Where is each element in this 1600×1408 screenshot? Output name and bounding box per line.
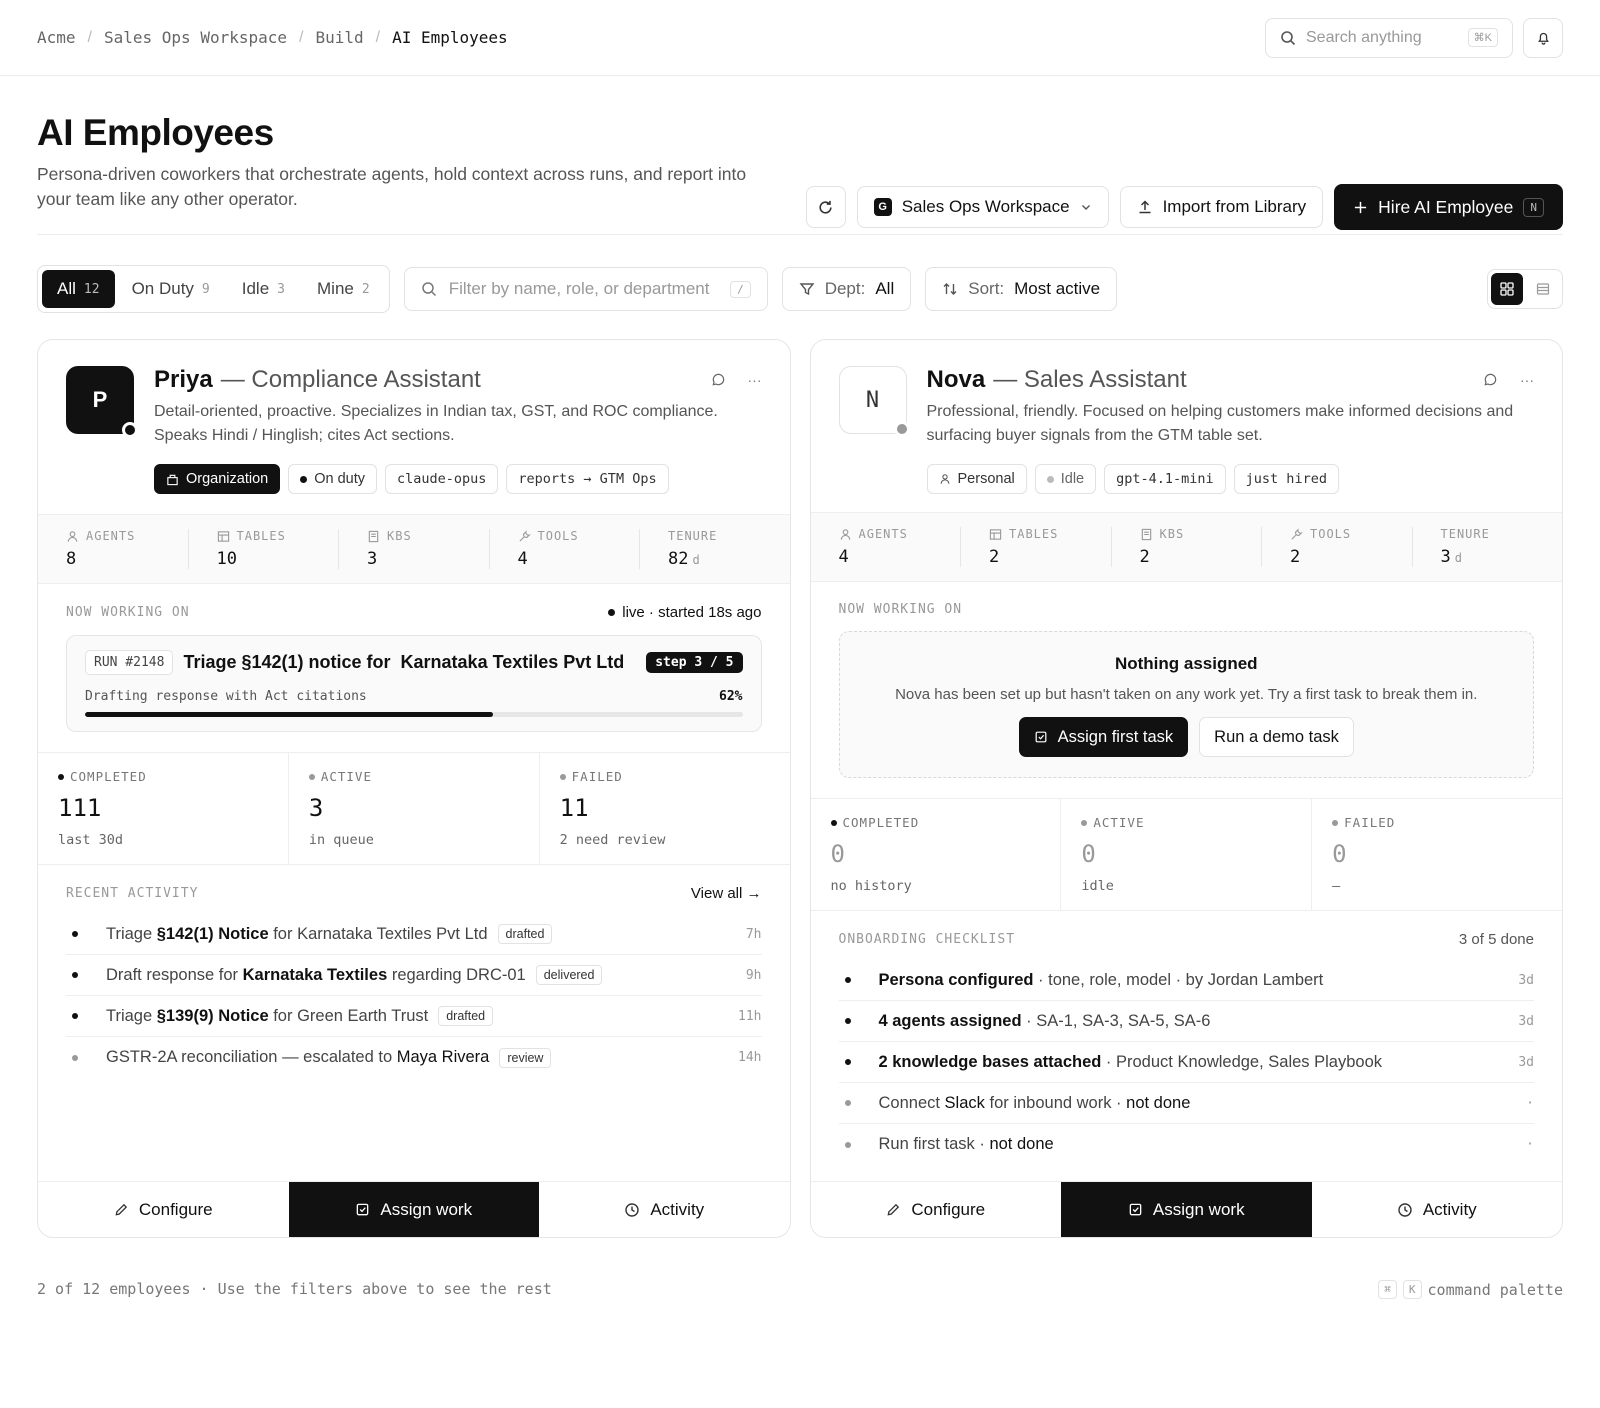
bullet xyxy=(845,1142,851,1148)
stat-agents xyxy=(38,529,188,569)
kbd-key: ⌘ xyxy=(1378,1280,1397,1299)
status-tag-label: On duty xyxy=(314,471,365,487)
page-footer xyxy=(0,1238,1600,1299)
section-label: NOW WORKING ON xyxy=(66,605,190,620)
section-label: ONBOARDING CHECKLIST xyxy=(838,932,1016,947)
kpi-dot xyxy=(309,774,315,780)
activity-highlight: Karnataka Textiles xyxy=(242,965,388,984)
checklist-highlight: Slack xyxy=(944,1093,985,1112)
employee-name[interactable]: Nova xyxy=(926,366,986,393)
stat-tools xyxy=(489,529,640,569)
view-all-link[interactable]: View all → xyxy=(690,885,762,902)
checklist-detail: for inbound work · xyxy=(984,1093,1127,1112)
activity-text: for Karnataka Textiles Pvt Ltd xyxy=(268,924,488,943)
activity-text: Draft response for xyxy=(106,965,243,984)
activity-highlight: §139(9) Notice xyxy=(156,1006,269,1025)
bullet xyxy=(845,1018,851,1024)
kpi-label: ACTIVE xyxy=(1093,815,1145,830)
more-options-icon[interactable]: ··· xyxy=(747,372,762,388)
stat-value: 3 xyxy=(367,549,378,569)
run-kpis xyxy=(38,752,790,865)
stat-kbs xyxy=(1111,527,1262,567)
checkbox-icon xyxy=(355,1202,370,1217)
stat-unit: d xyxy=(1454,551,1462,565)
building-icon xyxy=(166,473,179,486)
filter-bar xyxy=(0,235,1600,313)
checkbox-icon xyxy=(1034,730,1048,744)
search-icon xyxy=(421,281,437,297)
checklist-title: Persona configured xyxy=(878,970,1034,989)
scope-tag xyxy=(927,464,1027,494)
dept-filter[interactable] xyxy=(782,267,912,311)
stat-tenure xyxy=(639,529,790,569)
kpi-label: FAILED xyxy=(571,769,623,784)
avatar xyxy=(839,366,907,434)
activity-button[interactable] xyxy=(1312,1182,1563,1237)
activity-button[interactable] xyxy=(539,1182,790,1237)
stat-unit: d xyxy=(692,553,700,567)
status-tag xyxy=(1035,464,1096,494)
tab-count: 3 xyxy=(277,281,285,297)
kpi-label: FAILED xyxy=(1344,815,1396,830)
tab-label: On Duty xyxy=(131,279,194,298)
stat-value xyxy=(1441,547,1563,567)
upload-icon xyxy=(1137,199,1153,215)
kpi-value: 0 xyxy=(830,840,845,868)
employee-name[interactable]: Priya xyxy=(154,366,213,393)
view-toggle xyxy=(1487,269,1563,309)
status-dot xyxy=(300,476,307,483)
kpi-dot xyxy=(831,820,837,826)
assign-first-task-button[interactable] xyxy=(1019,717,1189,757)
section-label: NOW WORKING ON xyxy=(838,602,963,617)
activity-time: 11h xyxy=(738,1008,762,1024)
bullet xyxy=(72,1055,78,1061)
activity-item[interactable] xyxy=(66,955,762,996)
new-hire-tag: just hired xyxy=(1234,464,1339,494)
user-icon xyxy=(66,530,79,543)
bullet xyxy=(845,1100,851,1106)
assign-work-label: Assign work xyxy=(380,1199,473,1219)
run-demo-task-button[interactable] xyxy=(1199,717,1354,757)
assign-work-button[interactable] xyxy=(1061,1182,1312,1237)
scope-tag-label: Organization xyxy=(186,471,269,487)
checklist-item[interactable] xyxy=(839,1042,1535,1083)
checklist-status: not done xyxy=(989,1135,1054,1153)
activity-badge: drafted xyxy=(438,1006,493,1026)
reports-to-tag: reports → GTM Ops xyxy=(506,464,668,494)
kpi-label: COMPLETED xyxy=(842,815,920,830)
checklist-item[interactable] xyxy=(839,960,1535,1001)
checklist-item[interactable] xyxy=(839,1124,1535,1165)
breadcrumb xyxy=(37,28,508,47)
bullet xyxy=(72,972,78,978)
run-kpis xyxy=(811,798,1563,911)
stat-label: AGENTS xyxy=(86,529,136,543)
bullet xyxy=(845,977,851,983)
command-palette-label: command palette xyxy=(1427,1280,1563,1299)
breadcrumb-item-current: AI Employees xyxy=(392,28,508,47)
activity-text: GSTR-2A reconciliation — escalated to xyxy=(106,1048,397,1066)
user-icon xyxy=(839,528,852,541)
resource-stats xyxy=(811,512,1563,582)
avatar xyxy=(66,366,134,434)
plus-icon xyxy=(1353,200,1368,215)
checklist-time: 3d xyxy=(1518,972,1534,988)
live-dot xyxy=(608,609,615,616)
checklist-progress: 3 of 5 done xyxy=(1458,931,1534,948)
run-status: Drafting response with Act citations xyxy=(85,689,367,704)
model-tag: gpt-4.1-mini xyxy=(1104,464,1226,494)
status-dot xyxy=(894,421,910,437)
scope-tag xyxy=(154,464,280,494)
tab-mine[interactable] xyxy=(302,270,385,308)
wrench-icon xyxy=(1290,528,1303,541)
checklist-time: 3d xyxy=(1518,1054,1534,1070)
tab-idle[interactable] xyxy=(227,270,300,308)
workspace-badge: G xyxy=(874,198,892,216)
avatar-initial: N xyxy=(865,387,880,413)
search-shortcut: ⌘K xyxy=(1468,28,1498,47)
chat-icon[interactable] xyxy=(1483,372,1498,387)
activity-badge: review xyxy=(499,1048,551,1068)
command-palette-hint[interactable] xyxy=(1378,1280,1563,1299)
assign-work-label: Assign work xyxy=(1152,1199,1245,1219)
run-id: RUN #2148 xyxy=(85,650,173,675)
checklist-status: not done xyxy=(1126,1093,1191,1112)
kpi-dot xyxy=(1081,820,1087,826)
configure-button[interactable] xyxy=(38,1182,289,1237)
stat-value xyxy=(518,549,640,569)
empty-title: Nothing assigned xyxy=(1114,654,1258,673)
activity-item[interactable] xyxy=(66,996,762,1037)
status-tabs xyxy=(37,265,390,313)
chevron-down-icon xyxy=(1080,201,1092,213)
book-icon xyxy=(367,530,380,543)
stat-value-number: 82 xyxy=(668,549,689,569)
notifications-button[interactable] xyxy=(1523,18,1563,58)
wrench-icon xyxy=(518,530,531,543)
kpi-active xyxy=(288,753,539,864)
stat-value: 2 xyxy=(989,547,1000,567)
pencil-icon xyxy=(886,1202,901,1217)
tab-count: 12 xyxy=(83,281,100,297)
tab-label: Mine xyxy=(317,279,354,298)
avatar-initial: P xyxy=(92,387,108,412)
chat-icon[interactable] xyxy=(711,372,726,387)
status-dot xyxy=(1047,476,1054,483)
refresh-button[interactable] xyxy=(806,186,846,228)
top-bar xyxy=(0,0,1600,76)
card-footer xyxy=(811,1181,1563,1237)
employee-card-priya xyxy=(37,339,791,1238)
kpi-value: 111 xyxy=(58,794,102,822)
status-dot xyxy=(122,422,138,438)
activity-time: 9h xyxy=(745,967,762,983)
breadcrumb-separator: / xyxy=(299,28,304,46)
checklist-title: 4 agents assigned xyxy=(878,1011,1022,1030)
activity-text: Triage xyxy=(106,1006,157,1025)
run-title-a: Triage §142(1) notice for xyxy=(183,652,391,672)
stat-tables xyxy=(960,527,1111,567)
stat-tenure xyxy=(1412,527,1563,567)
kpi-label: ACTIVE xyxy=(320,769,372,784)
table-icon xyxy=(989,528,1002,541)
checklist-item[interactable] xyxy=(839,1083,1535,1124)
kpi-sub: idle xyxy=(1081,878,1114,894)
run-progress-bar xyxy=(85,712,743,717)
tab-all[interactable] xyxy=(42,270,115,308)
results-summary: 2 of 12 employees · Use the filters above to see the rest xyxy=(37,1280,552,1298)
hire-label: Hire AI Employee xyxy=(1378,196,1514,217)
empty-state xyxy=(839,631,1535,778)
pencil-icon xyxy=(114,1202,129,1217)
filter-icon xyxy=(799,281,815,297)
more-options-icon[interactable]: ··· xyxy=(1520,372,1534,388)
assign-work-button[interactable] xyxy=(289,1182,540,1237)
employee-role: — Sales Assistant xyxy=(993,366,1187,393)
stat-tools xyxy=(1261,527,1412,567)
employee-role: — Compliance Assistant xyxy=(220,366,481,393)
sort-label: Sort: xyxy=(968,279,1005,298)
activity-badge: delivered xyxy=(536,965,603,985)
checklist-time: · xyxy=(1526,1095,1534,1111)
import-library-label: Import from Library xyxy=(1162,197,1307,216)
assign-first-task-label: Assign first task xyxy=(1057,727,1174,746)
recent-activity-section xyxy=(38,865,790,1094)
status-tag-label: Idle xyxy=(1060,471,1085,487)
kpi-completed xyxy=(811,799,1061,910)
bullet xyxy=(72,931,78,937)
page-title: AI Employees xyxy=(37,112,274,153)
dept-filter-value: All xyxy=(875,279,895,298)
refresh-icon xyxy=(817,199,834,216)
stat-label: KBS xyxy=(1159,527,1185,541)
activity-item[interactable] xyxy=(66,1037,762,1078)
activity-label: Activity xyxy=(1422,1199,1477,1219)
scope-tag-label: Personal xyxy=(957,471,1015,487)
book-icon xyxy=(1140,528,1153,541)
activity-highlight: Maya Rivera xyxy=(396,1048,490,1066)
breadcrumb-item-acme[interactable]: Acme xyxy=(37,28,76,47)
run-progress-label: 62% xyxy=(719,689,743,704)
checklist xyxy=(839,960,1535,1165)
stat-value-number: 3 xyxy=(1440,547,1451,567)
filter-search-placeholder: Filter by name, role, or department xyxy=(448,279,710,298)
page-subtitle: Persona-driven coworkers that orchestrate agents, hold context across runs, and report into your team like any other operator. xyxy=(37,164,747,209)
stat-kbs xyxy=(338,529,489,569)
stat-label: TOOLS xyxy=(537,529,579,543)
kpi-dot xyxy=(58,774,64,780)
grid-icon xyxy=(1500,282,1514,296)
kpi-value: 11 xyxy=(559,794,589,822)
checklist-time: · xyxy=(1526,1137,1534,1152)
kpi-failed xyxy=(539,753,790,864)
configure-button[interactable] xyxy=(811,1182,1062,1237)
checklist-text: Run first task · xyxy=(878,1135,990,1153)
user-icon xyxy=(939,473,951,485)
employee-description: Professional, friendly. Focused on helping customers make informed decisions and surfacing buyer signals from the GTM table set. xyxy=(926,403,1514,444)
stat-value-number: 4 xyxy=(517,549,528,569)
search-icon xyxy=(1280,30,1296,46)
activity-text: for Green Earth Trust xyxy=(268,1006,429,1025)
activity-list xyxy=(66,914,762,1078)
kpi-value: 3 xyxy=(308,794,324,822)
stat-label: TENURE xyxy=(1440,527,1490,541)
status-tag xyxy=(288,464,377,494)
kpi-value: 0 xyxy=(1081,840,1096,868)
stat-value: 2 xyxy=(1139,547,1150,567)
breadcrumb-item-build[interactable]: Build xyxy=(315,28,364,47)
hire-ai-employee-button[interactable] xyxy=(1334,184,1563,230)
dept-filter-label: Dept: xyxy=(824,279,866,298)
kpi-dot xyxy=(560,774,566,780)
kpi-completed xyxy=(38,753,288,864)
stat-value: 8 xyxy=(66,549,77,569)
tab-label: All xyxy=(57,279,76,298)
kpi-failed xyxy=(1311,799,1562,910)
activity-text: Triage xyxy=(106,924,157,943)
global-search[interactable] xyxy=(1265,18,1513,58)
workspace-select-label: Sales Ops Workspace xyxy=(901,197,1070,216)
activity-label: Activity xyxy=(650,1199,705,1219)
activity-time: 7h xyxy=(745,926,762,942)
import-library-button[interactable] xyxy=(1120,186,1324,228)
filter-search-input[interactable] xyxy=(404,267,768,311)
stat-label: TABLES xyxy=(1009,527,1059,541)
checklist-detail: · Product Knowledge, Sales Playbook xyxy=(1101,1052,1383,1071)
checklist-detail: · SA-1, SA-3, SA-5, SA-6 xyxy=(1021,1011,1211,1030)
checklist-time: 3d xyxy=(1518,1013,1534,1029)
tab-count: 2 xyxy=(361,281,370,297)
activity-text: regarding DRC-01 xyxy=(387,965,526,984)
employee-description: Detail-oriented, proactive. Specializes in Indian tax, GST, and ROC compliance. Speaks Hindi / Hinglish; cites Act sections. xyxy=(154,403,718,444)
kpi-label: COMPLETED xyxy=(70,769,147,784)
stat-label: AGENTS xyxy=(858,527,908,541)
run-progress-fill xyxy=(85,712,493,717)
onboarding-checklist-section xyxy=(811,911,1563,1181)
kpi-sub: last 30d xyxy=(58,832,124,848)
tab-count: 9 xyxy=(201,281,210,297)
stat-label: KBS xyxy=(387,529,412,543)
page-header xyxy=(0,76,1600,217)
kbd-key: K xyxy=(1403,1280,1422,1299)
section-label: RECENT ACTIVITY xyxy=(66,886,199,901)
stat-value: 2 xyxy=(1290,547,1301,567)
list-icon xyxy=(1536,282,1550,296)
now-working-section xyxy=(38,584,790,752)
activity-time: 14h xyxy=(738,1050,762,1065)
configure-label: Configure xyxy=(911,1199,986,1219)
sort-select[interactable] xyxy=(925,267,1117,311)
stat-label: TOOLS xyxy=(1310,527,1352,541)
employee-card-nova xyxy=(810,339,1564,1238)
activity-item[interactable] xyxy=(66,914,762,955)
run-demo-task-label: Run a demo task xyxy=(1214,727,1339,746)
kpi-active xyxy=(1060,799,1311,910)
clock-icon xyxy=(624,1202,640,1218)
workspace-select[interactable] xyxy=(857,186,1109,228)
breadcrumb-item-workspace[interactable]: Sales Ops Workspace xyxy=(103,28,288,47)
model-tag: claude-opus xyxy=(385,464,498,494)
activity-highlight: §142(1) Notice xyxy=(156,924,269,943)
global-search-placeholder: Search anything xyxy=(1306,28,1422,46)
kpi-dot xyxy=(1332,820,1338,826)
configure-label: Configure xyxy=(138,1199,213,1219)
kpi-value: 0 xyxy=(1332,840,1347,868)
employee-cards xyxy=(0,313,1600,1238)
current-run[interactable] xyxy=(66,635,762,732)
empty-description: Nova has been set up but hasn't taken on any work yet. Try a first task to break them in. xyxy=(895,686,1478,703)
sort-value: Most active xyxy=(1014,279,1101,298)
stat-label: TABLES xyxy=(236,529,286,543)
stat-agents xyxy=(811,527,961,567)
live-text: live · started 18s ago xyxy=(622,604,762,621)
stat-label: TENURE xyxy=(668,529,718,543)
kpi-sub: no history xyxy=(830,878,912,894)
checklist-text: Connect xyxy=(878,1093,945,1112)
breadcrumb-separator: / xyxy=(87,28,92,46)
run-step: step 3 / 5 xyxy=(646,652,742,673)
list-view-button[interactable] xyxy=(1527,273,1559,305)
now-working-section xyxy=(811,582,1563,798)
resource-stats xyxy=(38,514,790,584)
live-indicator xyxy=(608,604,761,621)
bullet xyxy=(845,1059,851,1065)
stat-value: 4 xyxy=(838,547,849,567)
checklist-title: 2 knowledge bases attached xyxy=(878,1052,1102,1071)
hire-shortcut: N xyxy=(1523,198,1544,217)
checklist-detail: · tone, role, model · by Jordan Lambert xyxy=(1033,970,1324,989)
sort-icon xyxy=(942,281,958,297)
checklist-item[interactable] xyxy=(839,1001,1535,1042)
tab-on-duty[interactable] xyxy=(117,270,225,308)
bullet xyxy=(72,1013,78,1019)
filter-search-shortcut: / xyxy=(730,281,751,298)
run-title-b: Karnataka Textiles Pvt Ltd xyxy=(400,652,625,672)
tab-label: Idle xyxy=(241,279,270,298)
stat-tables xyxy=(188,529,339,569)
kpi-sub: 2 need review xyxy=(559,832,666,848)
activity-badge: drafted xyxy=(498,924,553,944)
grid-view-button[interactable] xyxy=(1491,273,1523,305)
checkbox-icon xyxy=(1128,1202,1143,1217)
bell-icon xyxy=(1536,30,1551,45)
clock-icon xyxy=(1397,1202,1413,1218)
breadcrumb-separator: / xyxy=(375,28,381,46)
kpi-sub: in queue xyxy=(308,832,374,848)
stat-value xyxy=(668,549,790,569)
stat-value: 10 xyxy=(216,549,237,569)
kpi-sub: — xyxy=(1332,878,1341,894)
card-footer xyxy=(38,1181,790,1237)
table-icon xyxy=(217,530,230,543)
